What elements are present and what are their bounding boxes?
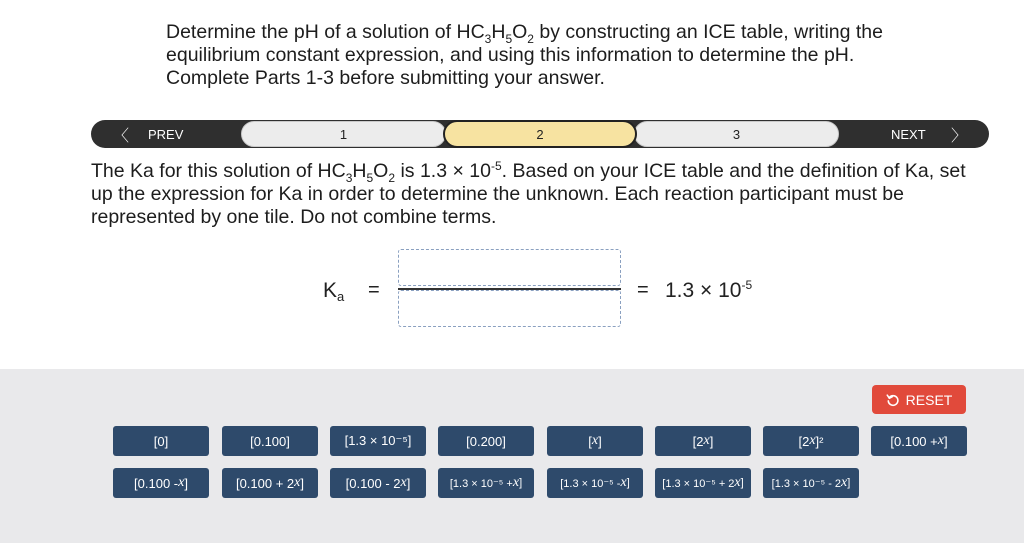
tile-variable: x (620, 475, 627, 490)
tile-text: ]² (815, 433, 824, 449)
tile-text: [ (588, 433, 592, 449)
subscript: 2 (388, 171, 396, 185)
tile-text: [1.3 × 10⁻⁵ - 2 (771, 477, 842, 490)
denominator-drop-zone[interactable] (398, 290, 621, 327)
tile-text: [2 (798, 433, 810, 449)
tile[interactable] (438, 426, 534, 456)
tile-variable: x (937, 433, 944, 448)
tile[interactable] (871, 426, 967, 456)
equals-sign: = (637, 279, 649, 301)
tile-variable: x (178, 475, 185, 490)
tile[interactable] (547, 426, 643, 456)
equals-sign: = (368, 279, 380, 301)
next-label: NEXT (891, 127, 926, 142)
subscript: 5 (366, 171, 374, 185)
chevron-right-icon: 〉 (950, 128, 967, 145)
subscript: 3 (484, 32, 492, 46)
tile-variable: x (809, 433, 816, 448)
tile-text: ] (943, 433, 948, 449)
question-text (166, 21, 926, 90)
tile[interactable] (113, 426, 209, 456)
step-3-tab[interactable]: 3 (634, 121, 839, 147)
tile-text: [0.100 + 2 (235, 475, 295, 491)
tile-variable: x (703, 433, 710, 448)
tile-text: ] (740, 477, 744, 489)
question-part: H (491, 21, 506, 43)
question-part: Determine the pH of a solution of HC (166, 21, 485, 43)
ka-label (323, 279, 344, 304)
tile-variable: x (841, 475, 848, 490)
tile-text: [1.3 × 10⁻⁵ + 2 (662, 477, 735, 490)
step-2-tab-active[interactable]: 2 (443, 120, 637, 148)
prompt-part: . Based on your ICE table and the definition of Ka, set up the expression for Ka in order to determine the unknown. Each reaction participant must be represented by one tile. Do not combine terms. (91, 160, 966, 228)
prompt-part: is 1.3 × 10 (395, 160, 491, 182)
tile[interactable] (763, 468, 859, 498)
tile[interactable] (113, 468, 209, 498)
tile[interactable] (330, 468, 426, 498)
tile-text: ] (300, 475, 305, 491)
chevron-left-icon: 〈 (113, 128, 130, 145)
tile[interactable] (222, 468, 318, 498)
prompt-part: H (352, 160, 367, 182)
question-part: O (512, 21, 528, 43)
tile[interactable] (547, 468, 643, 498)
tile[interactable] (763, 426, 859, 456)
tile-text: [1.3 × 10⁻⁵ - (560, 477, 621, 490)
tile[interactable] (222, 426, 318, 456)
tile-text: [0.100 - 2 (345, 475, 401, 491)
tile-text: [1.3 × 10⁻⁵ + (449, 477, 513, 490)
subscript: 3 (345, 171, 353, 185)
tile-variable: x (734, 475, 741, 490)
tile-text: [0] (153, 433, 169, 449)
step-1-tab[interactable]: 1 (241, 121, 446, 147)
tile-text: [2 (692, 433, 704, 449)
prev-button[interactable] (91, 120, 241, 148)
ka-value-base: 1.3 × 10 (665, 279, 742, 302)
ka-subscript: a (337, 289, 345, 304)
instructions-text (91, 160, 991, 229)
prev-label: PREV (148, 127, 184, 142)
tile-variable: x (512, 475, 520, 490)
ka-value-exponent: -5 (741, 278, 753, 292)
ka-symbol: K (323, 279, 338, 302)
next-button[interactable] (839, 120, 989, 148)
tile-text: ] (626, 477, 630, 489)
tile-text: ] (519, 477, 523, 489)
tile-tray (0, 369, 1024, 543)
prompt-part: O (373, 160, 389, 182)
ka-value (665, 278, 752, 303)
tile-text: ] (406, 475, 411, 491)
tile-text: [0.100] (250, 433, 290, 449)
tile-variable: x (294, 475, 301, 490)
tile-text: [0.100 - (134, 475, 179, 491)
superscript: -5 (490, 159, 502, 173)
tile-text: [1.3 × 10⁻⁵] (344, 433, 412, 448)
tile-text: [0.200] (466, 433, 506, 449)
tile-text: [0.100 + (890, 433, 938, 449)
step-navigation (91, 120, 989, 148)
tile[interactable] (438, 468, 534, 498)
tile-text: ] (184, 475, 188, 491)
prompt-part: The Ka for this solution of HC (91, 160, 346, 182)
question-part: by constructing an ICE table, writing the equilibrium constant expression, and using this information to determine the pH. Complete Parts 1-3 before submitting your answer. (166, 21, 883, 89)
subscript: 2 (527, 32, 534, 46)
numerator-drop-zone[interactable] (398, 249, 621, 286)
tile[interactable] (655, 468, 751, 498)
tile[interactable] (655, 426, 751, 456)
reset-label: RESET (905, 391, 953, 408)
subscript: 5 (505, 32, 513, 46)
tile[interactable] (330, 426, 426, 456)
reset-icon (886, 393, 900, 407)
tile-variable: x (591, 433, 599, 448)
tile-text: ] (709, 433, 714, 449)
tile-text: ] (598, 433, 602, 449)
reset-button[interactable] (872, 385, 966, 414)
tile-text: ] (847, 477, 851, 489)
tile-variable: x (400, 475, 407, 490)
